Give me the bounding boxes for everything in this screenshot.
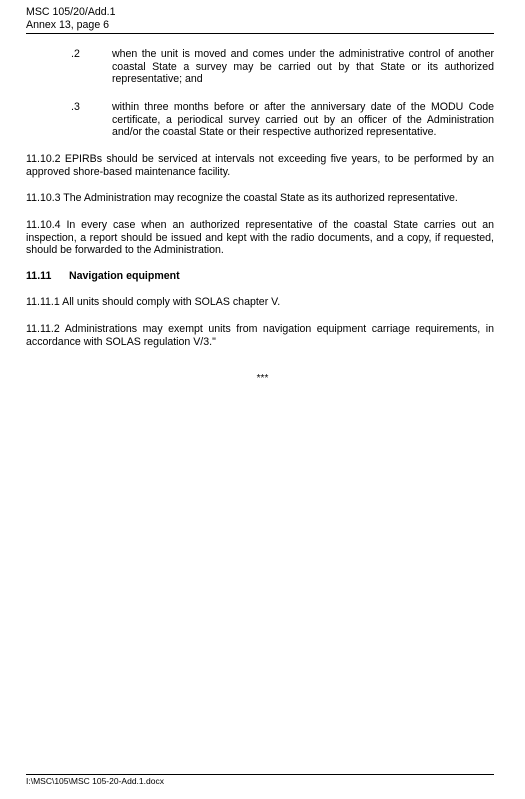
subitem-number: .3 [71,101,80,113]
paragraph-11-10-4: 11.10.4 In every case when an authorized representative of the coastal State carries out an inspection, a report should be issued and kept with the radio documents, and a copy, if requested, should be forwarded to the Administration. [26,219,494,257]
footer-file-path: I:\MSC\105\MSC 105-20-Add.1.docx [26,776,164,786]
subitem-text: within three months before or after the anniversary date of the MODU Code certificate, a periodical survey carried out by an officer of the Administration and/or the coastal State or their respective authorized representative. [112,101,494,139]
paragraph-11-10-2: 11.10.2 EPIRBs should be serviced at intervals not exceeding five years, to be performed by an approved shore-based maintenance facility. [26,153,494,178]
subitem-number: .2 [71,48,80,60]
subitem-text: when the unit is moved and comes under the administrative control of another coastal State a survey may be carried out by that State or its authorized representative; and [112,48,494,86]
header-divider [26,33,494,34]
paragraph-11-11-1: 11.11.1 All units should comply with SOLAS chapter V. [26,296,281,308]
paragraph-11-10-3: 11.10.3 The Administration may recognize the coastal State as its authorized representative. [26,192,458,204]
section-title: Navigation equipment [69,270,180,282]
document-reference: MSC 105/20/Add.1 [26,6,116,18]
end-of-section-mark: *** [256,373,269,384]
section-number: 11.11 [26,270,52,282]
page-header [26,6,116,31]
page-reference: Annex 13, page 6 [26,18,110,31]
footer-divider [26,774,494,775]
section-heading [26,270,494,283]
paragraph-11-11-2: 11.11.2 Administrations may exempt units from navigation equipment carriage requirements, in accordance with SOLAS regulation V/3." [26,323,494,348]
